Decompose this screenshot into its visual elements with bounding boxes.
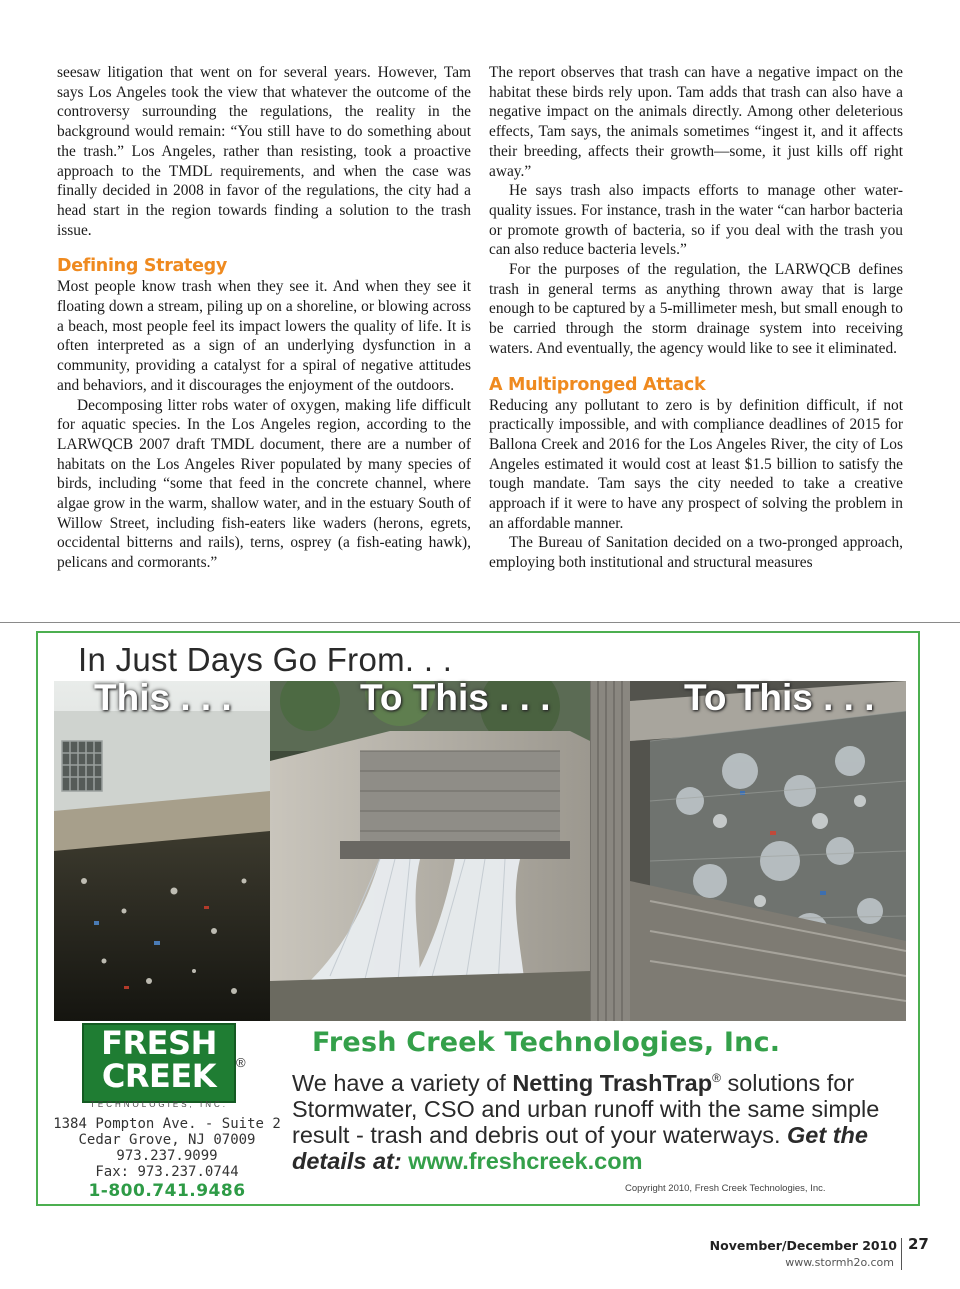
- paragraph: The Bureau of Sanitation decided on a two-pronged approach, employing both institutional and structural measures: [489, 534, 903, 572]
- address-line-2: Cedar Grove, NJ 07009: [78, 1132, 256, 1148]
- company-name: Fresh Creek Technologies, Inc.: [312, 1027, 781, 1058]
- paragraph: Reducing any pollutant to zero is by definition difficult, if not practically impossible, and with compliance deadlines of 2015 for Ballona Creek and 2016 for the Los Angeles River, the city of Los Angeles estimated it would cost at least $1.5 billion to satisfy the tough mandate. Tam says the city needed to take a creative approach if it were to have any prospect of solving the problem in an affordable manner.: [489, 396, 903, 532]
- creek-photo-image: [54, 681, 270, 1021]
- pitch-cta: Get the details at:: [292, 1121, 868, 1174]
- footer-divider: [901, 1238, 902, 1270]
- full-net-photo-image: [590, 681, 906, 1021]
- paragraph: For the purposes of the regulation, the LARWQCB defines trash in general terms as anything thrown away that is large enough to be captured by a 5-millimeter mesh, but small enough to be carried through the storm drainage system into receiving waters. And eventually, the agency would like to see it eliminated.: [489, 261, 903, 357]
- paragraph: Most people know trash when they see it. And when they see it floating down a stream, piling up on a shoreline, or blowing across a beach, most people feel its impact lowers the quality of life. It is often interpreted as a sign of an underlying dysfunction in a community, providing a catalyst for a spiral of negative attitudes and behaviors, and it discourages the enjoyment of the outdoors.: [57, 278, 471, 394]
- section-heading-multipronged-attack: A Multipronged Attack: [489, 374, 706, 395]
- page-number: 27: [908, 1235, 929, 1253]
- ad-photo-label-before: This . . .: [94, 677, 232, 718]
- article-left-column: [57, 63, 471, 573]
- paragraph: The report observes that trash can have a negative impact on the habitat these birds rely upon. Tam adds that trash can also have a negative impact on the animals directly. Among other deleterious effects, Tam says, the animals sometimes “ingest it, and it affects their breeding, affects their growth—some, it just kills off right away.”: [489, 64, 903, 180]
- advertisement: [36, 631, 920, 1206]
- ad-photo-label-after: To This . . .: [684, 677, 875, 718]
- pitch-registered-mark: ®: [712, 1071, 721, 1085]
- pitch-body: solutions for Stormwater, CSO and urban runoff with the same simple result - trash and debris out of your waterways.: [292, 1069, 880, 1148]
- logo-line-2: CREEK: [101, 1057, 217, 1095]
- ad-pitch: [292, 1065, 892, 1174]
- netting-photo-image: [270, 681, 590, 1021]
- pitch-brand: Netting TrashTrap: [512, 1069, 713, 1096]
- ad-copyright: Copyright 2010, Fresh Creek Technologies, Inc.: [625, 1183, 826, 1194]
- website-link[interactable]: www.freshcreek.com: [408, 1147, 643, 1174]
- logo-line-1: FRESH: [101, 1024, 217, 1062]
- footer-issue-date: November/December 2010: [709, 1238, 897, 1253]
- pitch-pre: We have a variety of: [292, 1069, 513, 1096]
- divider-line: [0, 622, 960, 623]
- paragraph: He says trash also impacts efforts to manage other water-quality issues. For instance, trash in the water “can harbor bacteria or promote growth of bacteria, so if you deal with the trash you can also reduce bacteria levels.”: [489, 182, 903, 259]
- address-fax: Fax: 973.237.0744: [95, 1164, 239, 1180]
- address-phone: 973.237.9099: [116, 1148, 218, 1164]
- ad-photo-after: [590, 681, 906, 1021]
- address-line-1: 1384 Pompton Ave. - Suite 2: [53, 1116, 281, 1132]
- ad-photo-label-nets: To This . . .: [360, 677, 551, 718]
- article-right-column: [489, 63, 903, 573]
- ad-photo-nets: [270, 681, 590, 1021]
- logo-registered-mark: ®: [236, 1055, 246, 1070]
- footer-url[interactable]: www.stormh2o.com: [785, 1256, 894, 1269]
- ad-headline: In Just Days Go From. . .: [78, 641, 453, 678]
- toll-free-phone: 1-800.741.9486: [88, 1181, 246, 1201]
- paragraph: Decomposing litter robs water of oxygen, making life difficult for aquatic species. In the Los Angeles region, according to the LARWQCB 2007 draft TMDL document, there are a number of habitats on the Los Angeles River populated by many species of birds, including “some that feed in the concrete channel, where algae grow in the warm, shallow water, and in the estuary South of Willow Street, including fish-eaters like waders (herons, egrets, occidental bitterns and rails), terns, osprey (a fish-eating hawk), pelicans and cormorants.”: [57, 396, 471, 572]
- fresh-creek-logo: [82, 1023, 236, 1103]
- section-heading-defining-strategy: Defining Strategy: [57, 256, 228, 277]
- ad-photo-before: [54, 681, 270, 1021]
- logo-wordmark: [84, 1024, 234, 1095]
- paragraph: seesaw litigation that went on for several years. However, Tam says Los Angeles took the view that whatever the outcome of the controversy surrounding the regulations, the reality in the background would remain: “You still have to do something about the trash.” Los Angeles, rather than resisting, took a proactive approach to the TMDL requirements, and when the case was finally decided in 2008 in favor of the regulations, the city had a head start in the region towards finding a solution to the trash issue.: [57, 64, 471, 239]
- logo-tagline: TECHNOLOGIES, INC.: [89, 1100, 228, 1109]
